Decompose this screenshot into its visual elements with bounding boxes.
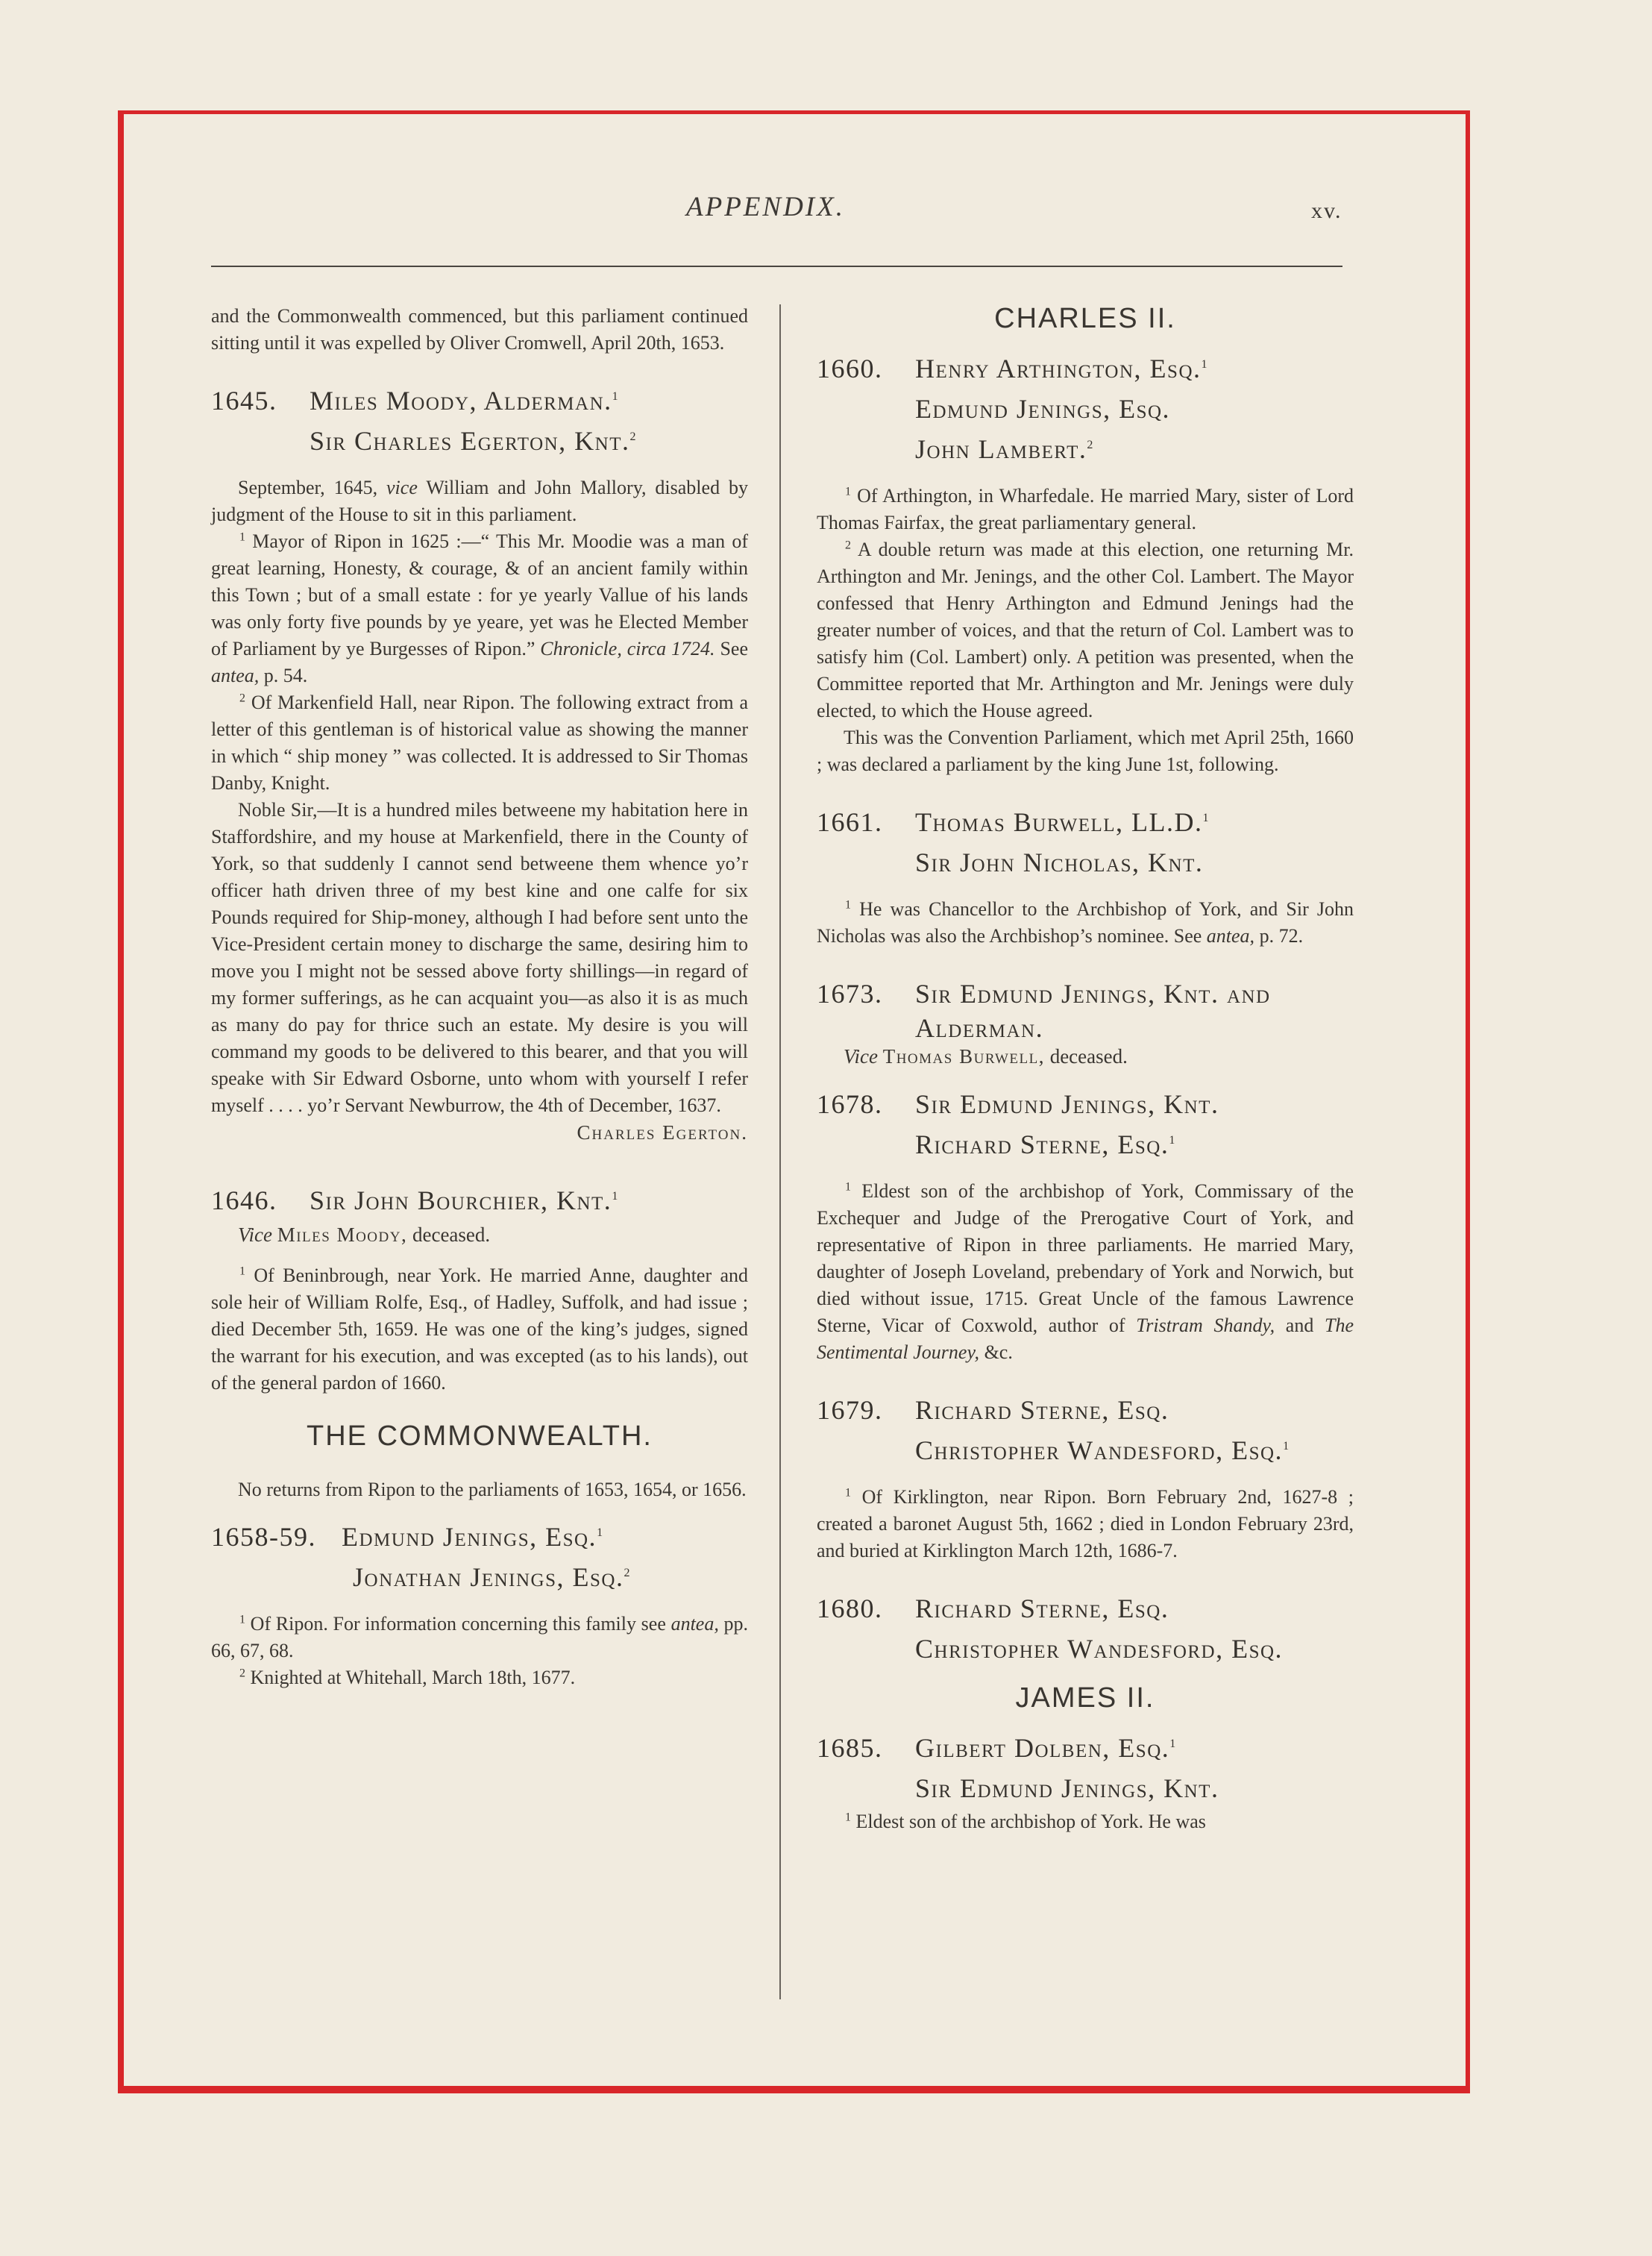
section-commonwealth: THE COMMONWEALTH. [307, 1420, 653, 1452]
left-column [211, 303, 748, 1691]
footnote-1661: $^1$ He was Chancellor to the Archbishop of York, and Sir John Nicholas was also the Archbishop’s nominee. See antea, p. 72. [817, 898, 1354, 947]
footnote-1678: $^1$ Eldest son of the archbishop of York, Commissary of the Exchequer and Judge of the Prerogative Court of York, and representative of Ripon in three parliaments. He married Mary, daughter of Joseph Loveland, prebendary of York and Norwich, but died without issue, 1715. Great Uncle of the famous Lawrence Sterne, Vicar of Coxwold, author of Tristram Shandy, and The Sentimental Journey, &c. [817, 1180, 1354, 1363]
footnote-1660-2: $^2$ A double return was made at this election, one returning Mr. Arthington and Mr. Jenings, and the other Col. Lambert. The Mayor confessed that Henry Arthington and Edmund Jenings had the greater number of voices, and that the return of Col. Lambert was to satisfy him (Col. Lambert) only. A petition was presented, when the Committee reported that Mr. Arthington and Mr. Jenings were duly elected, to which the House agreed. [817, 539, 1354, 721]
entry-1646-vice: Vice Miles Moody, deceased. [238, 1223, 491, 1246]
running-header-title: APPENDIX. [686, 192, 845, 222]
egerton-letter: Noble Sir,—It is a hundred miles betweene my habitation here in Staffordshire, and my house at Markenfield, there in the County of York, so that suddenly I cannot send betweene them whence yo’r officer hath driven three of my best kine and one calfe for six Pounds required for Ship-money, although I had before sent unto the Vice-President certain money to discharge the same, desiring him to move you I might not be sessed above forty shillings—in regard of my former sufferings, as he can acquaint you—as also it is as much as many do pay for thrice such an estate. My desire is you will command my goods to be delivered to this bearer, and that you will speake with Sir Edward Osborne, unto whom with yourself I refer myself . . . . yo’r Servant Newburrow, the 4th of December, 1637. [211, 799, 748, 1116]
entry-1645-text: September, 1645, vice William and John Mallory, disabled by judgment of the House to sit in this parliament. [211, 477, 749, 525]
footnote-1645-1: $^1$ Mayor of Ripon in 1625 :—“ This Mr. Moodie was a man of great learning, Honesty, & courage, & of an ancient family within this Town ; but of a small estate : for ye yearly Vallue of his lands was only forty five pounds by ye yeare, yet was he Elected Member of Parliament by ye Burgesses of Ripon.” Chronicle, circa 1724. See antea, p. 54. [211, 530, 748, 686]
page-number: xv. [1311, 198, 1342, 223]
letter-signature: Charles Egerton. [577, 1121, 748, 1144]
entry-1680: 1680. Richard Sterne, Esq. Christopher Wandesford, Esq. [817, 1594, 1284, 1664]
entry-1679: 1679. Richard Sterne, Esq. Christopher Wandesford, Esq.$^1$ [817, 1395, 1290, 1465]
column-divider [779, 304, 781, 1999]
header-rule [211, 266, 1342, 267]
entry-1678: 1678. Sir Edmund Jenings, Knt. Richard Sterne, Esq.$^1$ [817, 1089, 1219, 1159]
section-charles-ii: CHARLES II. [994, 303, 1176, 334]
commonwealth-note: No returns from Ripon to the parliaments of 1653, 1654, or 1656. [238, 1479, 747, 1500]
footnote-1679: $^1$ Of Kirklington, near Ripon. Born February 2nd, 1627-8 ; created a baronet August 5th, 1662 ; died in London February 23rd, and buried at Kirklington March 12th, 1686-7. [817, 1486, 1354, 1561]
entry-1658: 1658-59. Edmund Jenings, Esq.$^1$ Jonathan Jenings, Esq.$^2$ [211, 1522, 631, 1592]
footnote-1658-1: $^1$ Of Ripon. For information concerning this family see antea, pp. 66, 67, 68. [211, 1613, 748, 1661]
entry-1685: 1685. Gilbert Dolben, Esq.$^1$ Sir Edmund Jenings, Knt. [817, 1733, 1219, 1803]
footnote-1660-1: $^1$ Of Arthington, in Wharfedale. He married Mary, sister of Lord Thomas Fairfax, the great parliamentary general. [817, 485, 1354, 533]
entry-1646: 1646. Sir John Bourchier, Knt.$^1$ [211, 1185, 619, 1215]
section-james-ii: JAMES II. [1015, 1682, 1155, 1714]
footnote-1646: $^1$ Of Beninbrough, near York. He married Anne, daughter and sole heir of William Rolfe, Esq., of Hadley, Suffolk, and had issue ; died December 5th, 1659. He was one of the king’s judges, signed the warrant for his execution, and was excepted (as to his lands), out of the general pardon of 1660. [211, 1265, 748, 1394]
footnote-1645-2: $^2$ Of Markenfield Hall, near Ripon. The following extract from a letter of this gentleman is of historical value as showing the manner in which “ ship money ” was collected. It is addressed to Sir Thomas Danby, Knight. [211, 692, 748, 794]
intro-paragraph: and the Commonwealth commenced, but this parliament continued sitting until it was expelled by Oliver Cromwell, April 20th, 1653. [211, 305, 748, 354]
entry-1660: 1660. Henry Arthington, Esq.$^1$ Edmund Jenings, Esq. John Lambert.$^2$ [817, 354, 1208, 464]
footnote-1658-2: $^2$ Knighted at Whitehall, March 18th, 1677. [239, 1667, 576, 1688]
entry-1645: 1645. Miles Moody, Alderman.$^1$ Sir Charles Egerton, Knt.$^2$ [211, 386, 638, 456]
entry-1673-vice: Vice Thomas Burwell, deceased. [844, 1045, 1128, 1068]
entry-1673: 1673. Sir Edmund Jenings, Knt. and Alderman. [817, 979, 1271, 1043]
entry-1661: 1661. Thomas Burwell, LL.D.$^1$ Sir John Nicholas, Knt. [817, 807, 1210, 877]
convention-parliament-note: This was the Convention Parliament, which met April 25th, 1660 ; was declared a parliament by the king June 1st, following. [817, 727, 1354, 775]
right-column [817, 303, 1354, 1835]
footnote-1685: $^1$ Eldest son of the archbishop of York. He was [845, 1811, 1206, 1832]
